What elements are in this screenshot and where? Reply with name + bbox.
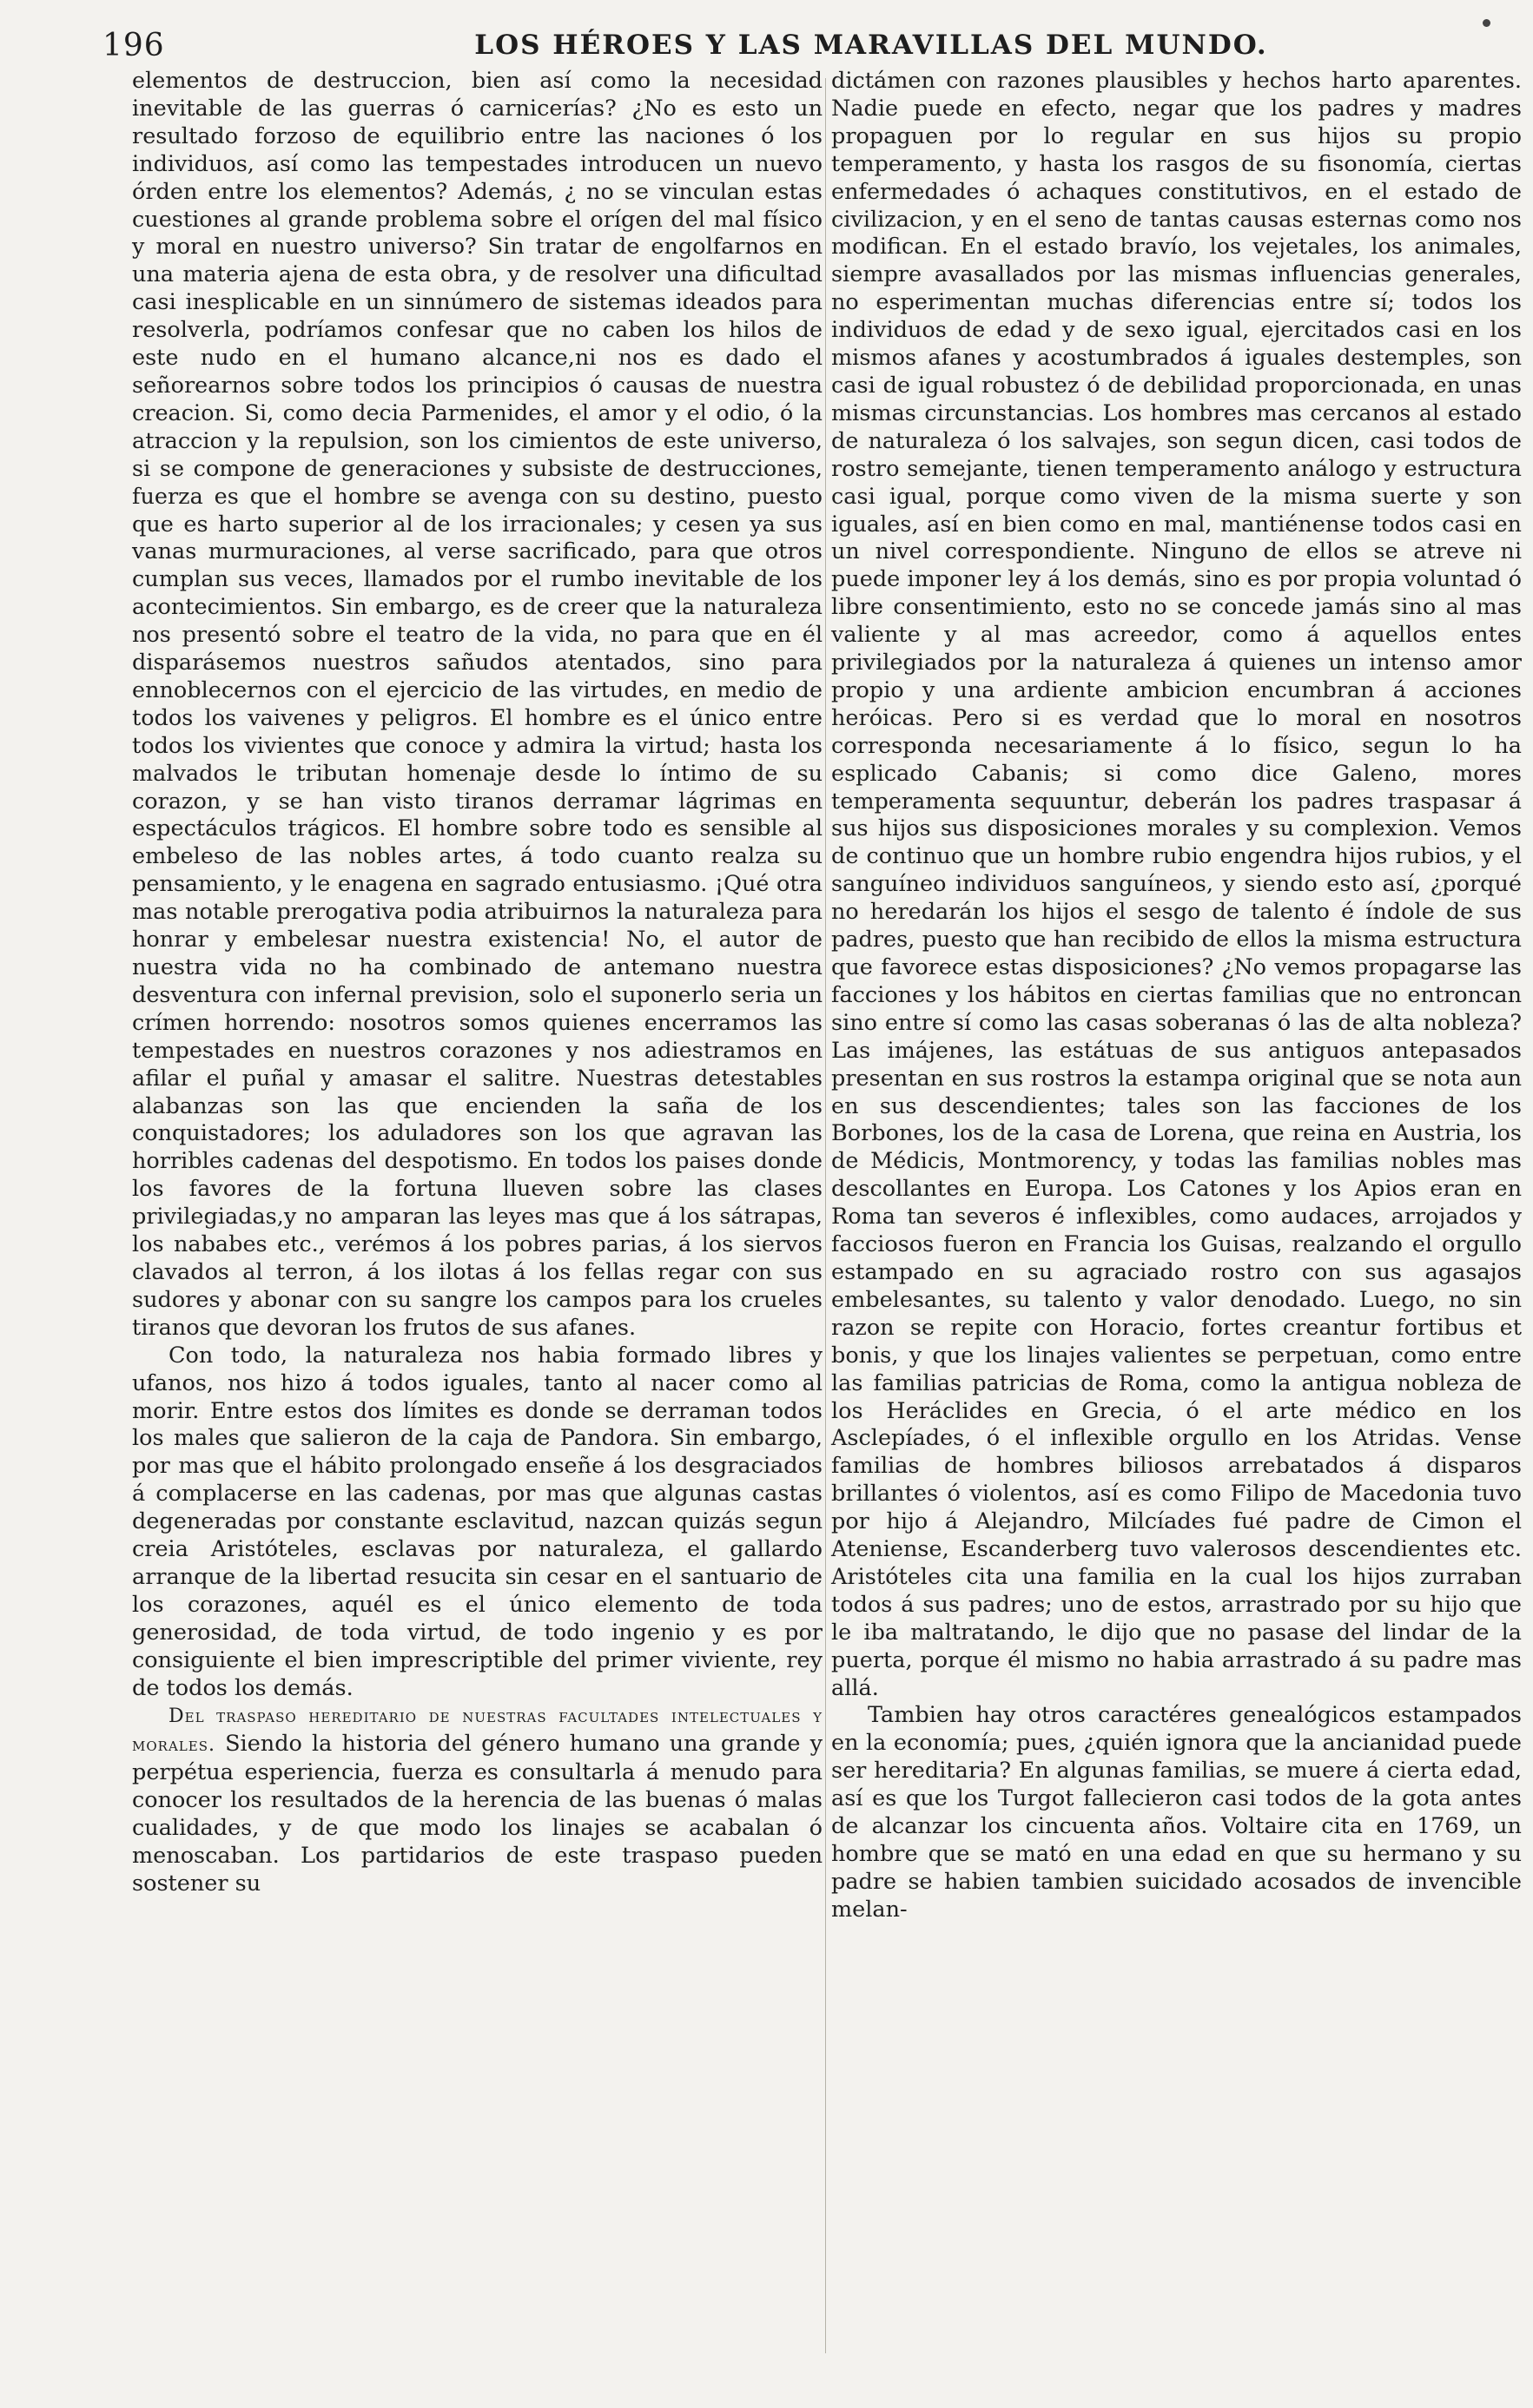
right-paragraph-1: dictámen con razones plausibles y hechos harto aparentes. Nadie puede en efecto, negar que los padres y madres propaguen por lo regular en sus hijos su propio temperamento, y hasta los rasgos de su fisonomía, ciertas enfermedades ó achaques constitutivos, en el estado de civilizacion, y en el seno de tantas causas esternas como nos modifican. En el estado bravío, los vejetales, los animales, siempre avasallados por las mismas influencias generales, no esperimentan muchas diferencias entre sí; todos los individuos de edad y de sexo igual, ejercitados casi en los mismos afanes y acostumbrados á iguales destemples, son casi de igual robustez ó de debilidad proporcionada, en unas mismas circunstancias. Los hombres mas cercanos al estado de naturaleza ó los salvajes, son segun dicen, casi todos de rostro semejante, tienen temperamento análogo y estructura casi igual, porque como viven de la misma suerte y son iguales, así en bien como en mal, mantiénense todos casi en un nivel correspondiente. Ninguno de ellos se atreve ni puede imponer ley á los demás, sino es por propia voluntad ó libre consentimiento, esto no se concede jamás sino al mas valiente y al mas acreedor, como á aquellos entes privilegiados por la naturaleza á quienes un intenso amor propio y una ardiente ambicion encumbran á acciones heróicas. Pero si es verdad que lo moral en nosotros corresponda necesariamente á lo físico, segun lo ha esplicado Cabanis; si como dice Galeno, mores temperamenta sequuntur, deberán los padres traspasar á sus hijos sus disposiciones morales y su complexion. Vemos de continuo que un hombre rubio engendra hijos rubios, y el sanguíneo individuos sanguíneos, y siendo esto así, ¿porqué no heredarán los hijos el sesgo de talento é índole de sus padres, puesto que han recibido de ellos la misma estructura que favorece estas disposiciones? ¿No vemos propagarse las facciones y los hábitos en ciertas familias que no entroncan sino entre sí como las casas soberanas ó las de alta nobleza? Las imájenes, las estátuas de sus antiguos antepasados presentan en sus rostros la estampa original que se nota aun en sus descendientes; tales son las facciones de los Borbones, los de la casa de Lorena, que reina en Austria, los de Médicis, Montmorency, y todas las familias nobles mas descollantes en Europa. Los Catones y los Apios eran en Roma tan severos é inflexibles, como audaces, arrojados y facciosos fueron en Francia los Guisas, realzando el orgullo estampado en su agraciado rostro con sus agasajos embelesantes, su talento y valor denodado. Luego, no sin razon se repite con Horacio, fortes creantur fortibus et bonis, y que los linajes valientes se perpetuan, como entre las familias patricias de Roma, como la antigua nobleza de los Heráclides en Grecia, ó el arte médico en los Asclepíades, ó el inflexible orgullo en los Atridas. Vense familias de hombres biliosos arrebatados á disparos brillantes ó violentos, así es como Filipo de Macedonia tuvo por hijo á Alejandro, Milcíades fué padre de Cimon el Ateniense, Escanderberg tuvo valerosos descendientes etc. Aristóteles cita una familia en la cual los hijos zurraban todos á sus padres; uno de estos, arrastrado por su hijo que le iba maltratando, le dijo que no pasase del lindar de la puerta, porque él mismo no habia arrastrado á su padre mas allá.: [831, 68, 1522, 1701]
right-column: [831, 68, 1522, 1924]
section-heading: Del traspaso hereditario de nuestras facultades intelectuales y morales.: [132, 1705, 823, 1757]
page-number: 196: [102, 28, 165, 63]
column-divider: [825, 78, 826, 2353]
left-paragraph-1: elementos de destruccion, bien así como la necesidad inevitable de las guerras ó carnicerías? ¿No es esto un resultado forzoso de equilibrio entre las naciones ó los individuos, así como las tempestades introducen un nuevo órden entre los elementos? Además, ¿ no se vinculan estas cuestiones al grande problema sobre el orígen del mal físico y moral en nuestro universo? Sin tratar de engolfarnos en una materia ajena de esta obra, y de resolver una dificultad casi inesplicable en un sinnúmero de sistemas ideados para resolverla, podríamos confesar que no caben los hilos de este nudo en el humano alcance,ni nos es dado el señorearnos sobre todos los principios ó causas de nuestra creacion. Si, como decia Parmenides, el amor y el odio, ó la atraccion y la repulsion, son los cimientos de este universo, si se compone de generaciones y subsiste de destrucciones, fuerza es que el hombre se avenga con su destino, puesto que es harto superior al de los irracionales; y cesen ya sus vanas murmuraciones, al verse sacrificado, para que otros cumplan sus veces, llamados por el rumbo inevitable de los acontecimientos. Sin embargo, es de creer que la naturaleza nos presentó sobre el teatro de la vida, no para que en él disparásemos nuestros sañudos atentados, sino para ennoblecernos con el ejercicio de las virtudes, en medio de todos los vaivenes y peligros. El hombre es el único entre todos los vivientes que conoce y admira la virtud; hasta los malvados le tributan homenaje desde lo íntimo de su corazon, y se han visto tiranos derramar lágrimas en espectáculos trágicos. El hombre sobre todo es sensible al embeleso de las nobles artes, á todo cuanto realza su pensamiento, y le enagena en sagrado entusiasmo. ¡Qué otra mas notable prerogativa podia atribuirnos la naturaleza para honrar y embelesar nuestra existencia! No, el autor de nuestra vida no ha combinado de antemano nuestra desventura con infernal prevision, solo el suponerlo seria un crímen horrendo: nosotros somos quienes encerramos las tempestades en nuestros corazones y nos adiestramos en afilar el puñal y amasar el salitre. Nuestras detestables alabanzas son las que encienden la saña de los conquistadores; los aduladores son los que agravan las horribles cadenas del despotismo. En todos los paises donde los favores de la fortuna llueven sobre las clases privilegiadas,y no amparan las leyes mas que á los sátrapas, los nababes etc., verémos á los pobres parias, á los siervos clavados al terron, á los ilotas á los fellas regar con sus sudores y abonar con su sangre los campos para los crueles tiranos que devoran los frutos de sus afanes.: [132, 68, 823, 1341]
page-header: [102, 24, 1501, 68]
left-column: [132, 68, 823, 1898]
left-paragraph-3: [132, 1702, 823, 1897]
right-paragraph-2: Tambien hay otros caractéres genealógicos estampados en la economía; pues, ¿quién ignora que la ancianidad puede ser hereditaria? En algunas familias, se muere á cierta edad, así es que los Turgot fallecieron casi todos de la gota antes de alcanzar los cincuenta años. Voltaire cita en 1769, un hombre que se mató en una edad en que su hermano y su padre se habien tambien suicidado acosados de invencible melan-: [831, 1702, 1522, 1923]
left-paragraph-2: Con todo, la naturaleza nos habia formado libres y ufanos, nos hizo á todos iguales, tanto al nacer como al morir. Entre estos dos límites es donde se derraman todos los males que salieron de la caja de Pandora. Sin embargo, por mas que el hábito prolongado enseñe á los desgraciados á complacerse en las cadenas, por mas que algunas castas degeneradas por constante esclavitud, nazcan quizás segun creia Aristóteles, esclavas por naturaleza, el gallardo arranque de la libertad resucita sin cesar en el santuario de los corazones, aquél es el único elemento de toda generosidad, de toda virtud, de todo ingenio y es por consiguiente el bien imprescriptible del primer viviente, rey de todos los demás.: [132, 1342, 823, 1701]
ink-dot: [1483, 19, 1490, 27]
section-text: Siendo la historia del género humano una grande y perpétua esperiencia, fuerza es consultarla á menudo para conocer los resultados de la herencia de las buenas ó malas cualidades, y de que modo los linajes se acabalan ó menoscaban. Los partidarios de este traspaso pueden sostener su: [132, 1731, 823, 1897]
running-title: LOS HÉROES Y LAS MARAVILLAS DEL MUNDO.: [474, 30, 1268, 61]
